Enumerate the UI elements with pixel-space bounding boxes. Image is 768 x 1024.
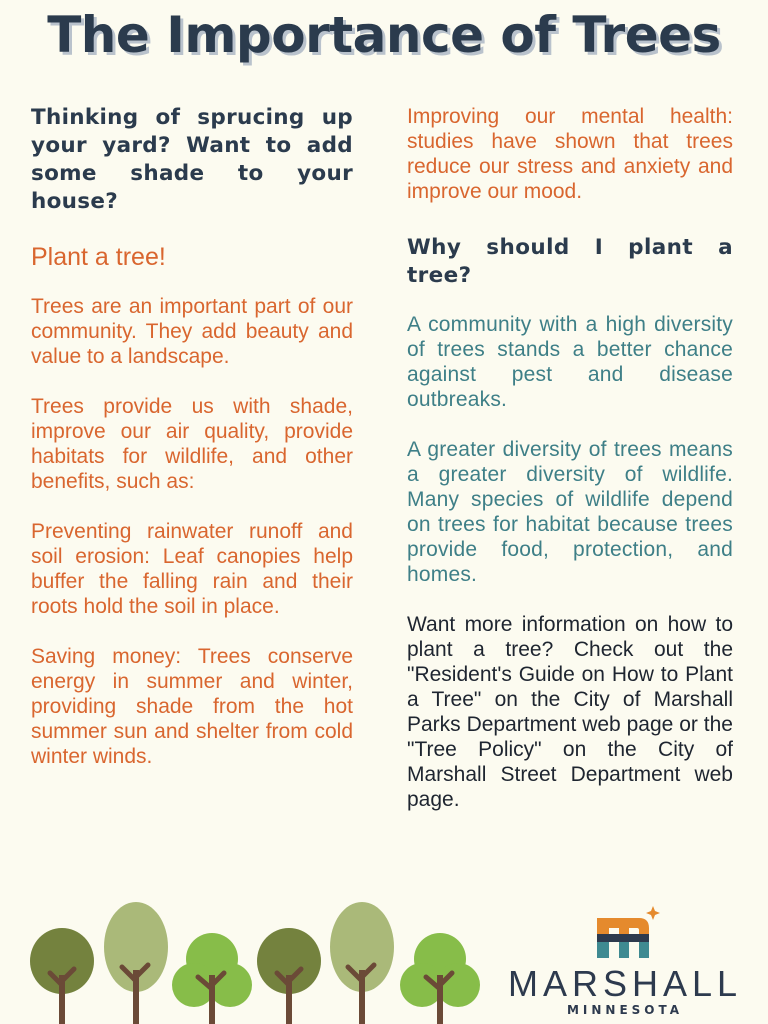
wildlife-paragraph: A greater diversity of trees means a greater diversity of wildlife. Many species of wildlife depend on trees for habitat because trees provide food, protection, and homes. bbox=[407, 438, 733, 586]
intro-question: Thinking of sprucing up your yard? Want to add some shade to your house? bbox=[31, 105, 353, 214]
page-title: The Importance of Trees bbox=[47, 6, 721, 64]
logo-state: MINNESOTA bbox=[566, 1003, 684, 1017]
tree-icon bbox=[257, 928, 321, 1024]
mental-health-paragraph: Improving our mental health: studies have shown that trees reduce our stress and anxiety and improve our mood. bbox=[407, 105, 733, 203]
more-info-paragraph: Want more information on how to plant a tree? Check out the "Resident's Guide on How to Plant a Tree" on the City of Marshall Parks Department web page or the "Tree Policy" on the City of Marshall Street Department web page. bbox=[407, 613, 733, 811]
benefits-paragraph: Trees provide us with shade, improve our air quality, provide habitats for wildlife, and other benefits, such as: bbox=[31, 395, 353, 493]
right-column bbox=[407, 104, 733, 812]
tree-icon bbox=[330, 902, 394, 1024]
runoff-paragraph: Preventing rainwater runoff and soil erosion: Leaf canopies help buffer the falling rain and their roots hold the soil in place. bbox=[31, 520, 353, 618]
tree-row-illustration bbox=[0, 895, 500, 1024]
m-logo-icon bbox=[593, 904, 663, 960]
plant-a-tree-callout: Plant a tree! bbox=[31, 243, 166, 271]
logo-wordmark: MARSHALL bbox=[507, 963, 743, 1004]
community-paragraph: Trees are an important part of our community. They add beauty and value to a landscape. bbox=[31, 295, 353, 368]
tree-icon bbox=[172, 933, 252, 1024]
tree-icon bbox=[104, 902, 168, 1024]
left-column bbox=[31, 104, 353, 769]
diversity-paragraph: A community with a high diversity of trees stands a better chance against pest and disease outbreaks. bbox=[407, 313, 733, 411]
money-paragraph: Saving money: Trees conserve energy in summer and winter, providing shade from the hot summer sun and shelter from cold winter winds. bbox=[31, 645, 353, 768]
tree-icon bbox=[30, 928, 94, 1024]
why-plant-heading: Why should I plant a tree? bbox=[407, 235, 733, 288]
tree-icon bbox=[400, 933, 480, 1024]
marshall-logo bbox=[505, 900, 745, 1020]
